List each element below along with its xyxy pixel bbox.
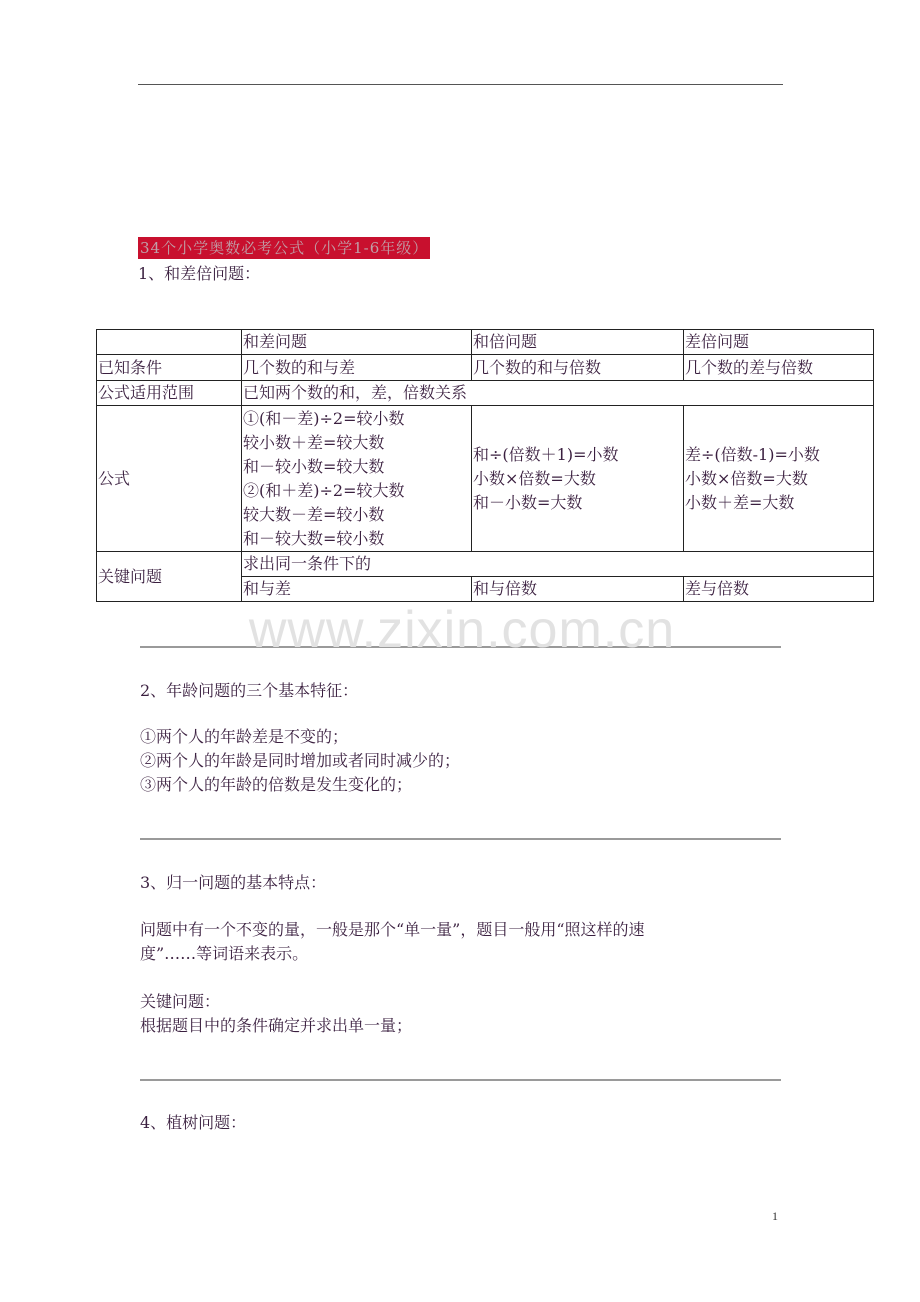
table-row <box>97 381 874 406</box>
section-4-heading: 4、植树问题： <box>140 1113 247 1132</box>
list-item: ①两个人的年龄差是不变的； <box>140 727 349 746</box>
document-title: 34个小学奥数必考公式（小学1-6年级） <box>140 239 429 257</box>
row-label: 公式适用范围 <box>97 381 242 406</box>
list-item: ③两个人的年龄的倍数是发生变化的； <box>140 775 413 794</box>
formula-cell <box>684 406 874 552</box>
table-header-cell: 差倍问题 <box>684 330 874 355</box>
key-question-label: 关键问题： <box>140 992 221 1011</box>
table-row <box>97 406 874 552</box>
table-cell <box>97 330 242 355</box>
formula-line: 较大数－差=较小数 <box>243 504 385 524</box>
watermark: www.zixin.com.cn <box>248 601 676 659</box>
formula-line: 较小数＋差=较大数 <box>243 432 385 452</box>
table-header-cell: 和倍问题 <box>472 330 684 355</box>
header-rule <box>138 84 783 85</box>
table-cell: 求出同一条件下的 <box>242 552 874 577</box>
section-2-heading: 2、年龄问题的三个基本特征： <box>140 681 359 700</box>
formula-line: 小数＋差=大数 <box>685 492 795 512</box>
sum-difference-multiple-table <box>96 329 874 602</box>
section-divider <box>140 1079 781 1081</box>
table-cell: 几个数的和与倍数 <box>472 355 684 381</box>
formula-line: 差÷(倍数-1)=小数 <box>685 444 820 464</box>
row-label: 关键问题 <box>97 552 242 602</box>
section-1-heading: 1、和差倍问题： <box>138 264 261 283</box>
paragraph-line: 问题中有一个不变的量，一般是那个“单一量”，题目一般用“照这样的速 <box>140 920 645 939</box>
formula-line: 和－较小数=较大数 <box>243 456 385 476</box>
list-item: ②两个人的年龄是同时增加或者同时减少的； <box>140 751 461 770</box>
formula-line: ①(和－差)÷2=较小数 <box>243 408 405 428</box>
formula-line: 和÷(倍数＋1)=小数 <box>473 444 619 464</box>
row-label: 已知条件 <box>97 355 242 381</box>
formula-line: 小数×倍数=大数 <box>473 468 596 488</box>
formula-line: 和－较大数=较小数 <box>243 528 385 548</box>
formula-cell <box>472 406 684 552</box>
section-divider <box>140 838 781 840</box>
table-cell: 几个数的差与倍数 <box>684 355 874 381</box>
table-cell: 差与倍数 <box>684 577 874 602</box>
row-label: 公式 <box>97 406 242 552</box>
table-header-row <box>97 330 874 355</box>
table-row <box>97 552 874 577</box>
formula-line: 和－小数=大数 <box>473 492 583 512</box>
section-3-heading: 3、归一问题的基本特点： <box>140 873 327 892</box>
key-question-text: 根据题目中的条件确定并求出单一量； <box>140 1016 413 1035</box>
formula-cell <box>242 406 472 552</box>
formula-line: ②(和＋差)÷2=较大数 <box>243 480 405 500</box>
page-number: 1 <box>772 1209 778 1223</box>
paragraph-line: 度”……等词语来表示。 <box>140 944 309 963</box>
table-cell: 几个数的和与差 <box>242 355 472 381</box>
table-cell: 已知两个数的和，差，倍数关系 <box>242 381 874 406</box>
table-header-cell: 和差问题 <box>242 330 472 355</box>
formula-line: 小数×倍数=大数 <box>685 468 808 488</box>
table-cell: 和与差 <box>242 577 472 602</box>
table-row <box>97 355 874 381</box>
table-cell: 和与倍数 <box>472 577 684 602</box>
